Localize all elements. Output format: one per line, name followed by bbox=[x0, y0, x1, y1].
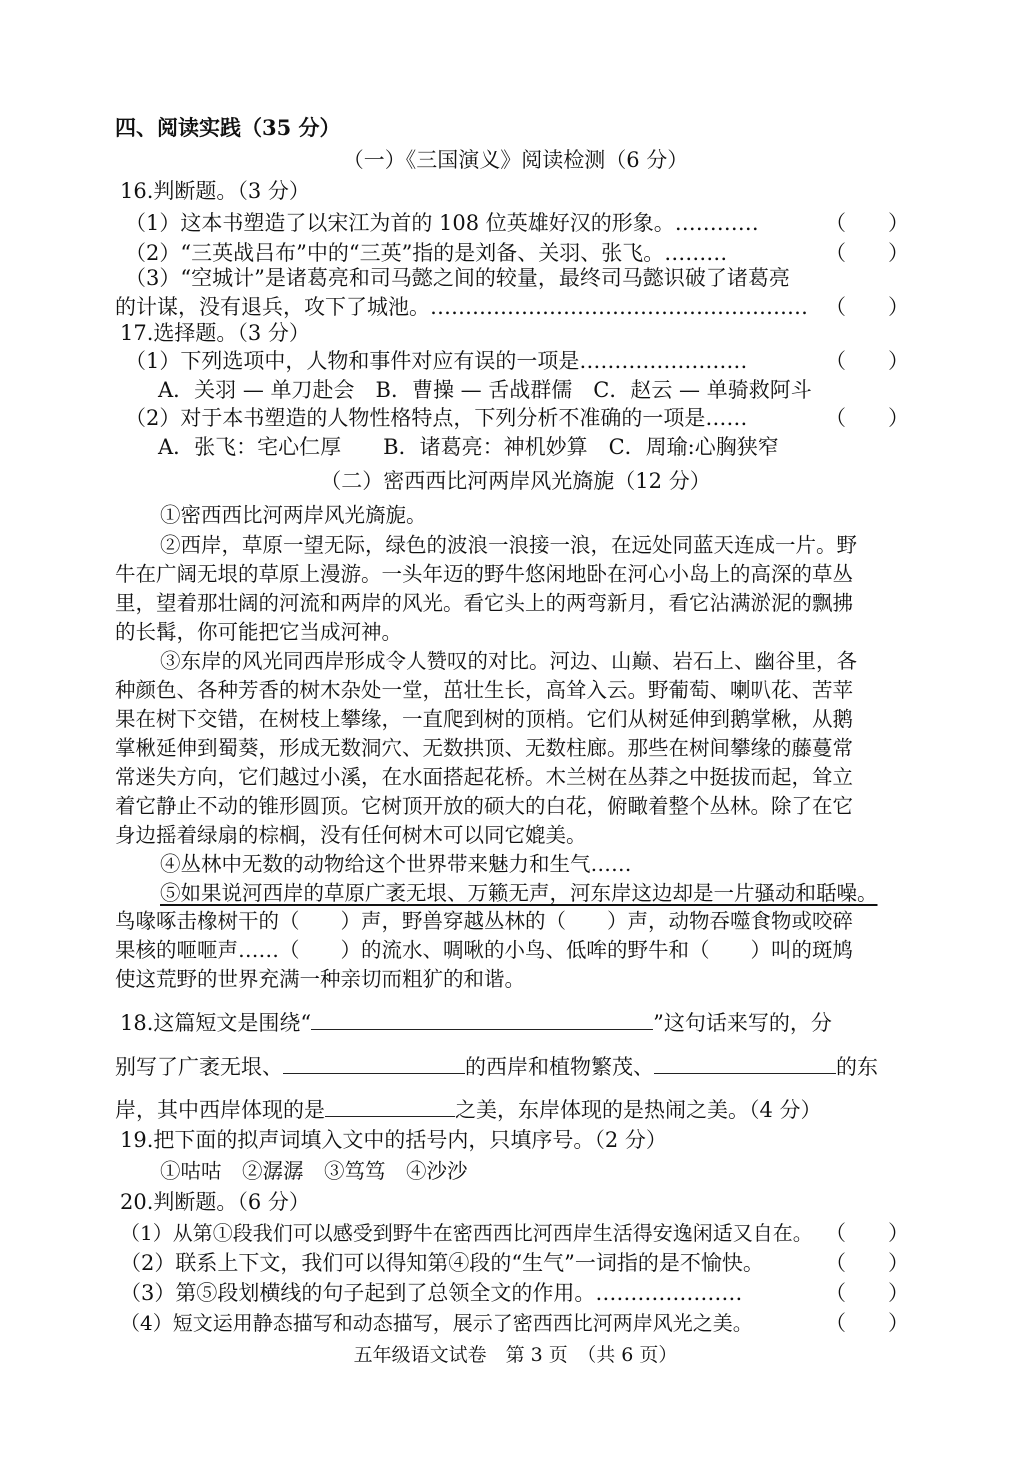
passage-p2-line: ②西岸，草原一望无际，绿色的波浪一浪接一浪，在远处同蓝天连成一片。野 bbox=[160, 533, 857, 557]
q19-title: 19.把下面的拟声词填入文中的括号内，只填序号。（2 分） bbox=[120, 1128, 667, 1152]
passage-p3-line: 掌楸延伸到蜀葵，形成无数洞穴、无数拱顶、无数柱廊。那些在树间攀缘的藤蔓常 bbox=[115, 736, 853, 760]
passage-p5-line: 鸟喙啄击橡树干的（ ）声，野兽穿越丛林的（ ）声，动物吞噬食物或咬碎 bbox=[115, 909, 853, 933]
q20-3-paren[interactable]: （ ） bbox=[825, 1281, 909, 1305]
q18-line2 bbox=[115, 1051, 878, 1082]
q20-4: （4）短文运用静态描写和动态描写，展示了密西西比河两岸风光之美。 bbox=[120, 1311, 753, 1335]
q18-line1 bbox=[120, 1007, 832, 1038]
passage-p3-line: 果在树下交错，在树枝上攀缘，一直爬到树的顶梢。它们从树延伸到鹅掌楸，从鹅 bbox=[115, 707, 853, 731]
q17-2-options: A．张飞：宅心仁厚 B．诸葛亮：神机妙算 C．周瑜:心胸狭窄 bbox=[158, 435, 779, 459]
passage-p5-line: 果核的咂咂声……（ ）的流水、啁啾的小鸟、低哞的野牛和（ ）叫的斑鸠 bbox=[115, 938, 853, 962]
passage-p3-line: 常迷失方向，它们越过小溪，在水面搭起花桥。木兰树在丛莽之中挺拔而起，耸立 bbox=[115, 765, 853, 789]
q18-line3-text: 岸，其中西岸体现的是 bbox=[115, 1098, 325, 1122]
q18-line2-text: 别写了广袤无垠、 bbox=[115, 1055, 283, 1079]
q16-3-paren[interactable]: （ ） bbox=[825, 295, 909, 319]
q18-blank-2[interactable] bbox=[283, 1051, 465, 1074]
q16-2-paren[interactable]: （ ） bbox=[825, 241, 909, 265]
q18-line2-text-end: 的东 bbox=[836, 1055, 878, 1079]
q20-2: （2）联系上下文，我们可以得知第④段的“生气”一词指的是不愉快。 bbox=[120, 1251, 764, 1275]
part1-title: （一）《三国演义》阅读检测（6 分） bbox=[342, 148, 689, 172]
passage-p3-line: 着它静止不动的锥形圆顶。它树顶开放的硕大的白花，俯瞰着整个丛林。除了在它 bbox=[115, 794, 853, 818]
q16-3a: （3）“空城计”是诸葛亮和司马懿之间的较量，最终司马懿识破了诸葛亮 bbox=[125, 266, 790, 290]
section-title: 四、阅读实践（35 分） bbox=[115, 115, 341, 140]
q17-title: 17.选择题。（3 分） bbox=[120, 321, 310, 345]
q18-line3-text-end: 之美，东岸体现的是热闹之美。（4 分） bbox=[455, 1098, 822, 1122]
q17-1-paren[interactable]: （ ） bbox=[825, 349, 909, 373]
q16-title: 16.判断题。（3 分） bbox=[120, 179, 310, 203]
passage-p2-line: 牛在广阔无垠的草原上漫游。一头年迈的野牛悠闲地卧在河心小岛上的高深的草丛 bbox=[115, 562, 853, 586]
q16-2: （2）“三英战吕布”中的“三英”指的是刘备、关羽、张飞。……… bbox=[125, 241, 728, 265]
q17-2-paren[interactable]: （ ） bbox=[825, 406, 909, 430]
q20-4-paren[interactable]: （ ） bbox=[825, 1311, 909, 1335]
q20-1: （1）从第①段我们可以感受到野牛在密西西比河西岸生活得安逸闲适又自在。 bbox=[120, 1221, 813, 1245]
passage-p3-line: ③东岸的风光同西岸形成令人赞叹的对比。河边、山巅、岩石上、幽谷里，各 bbox=[160, 649, 857, 673]
passage-p5-line: 使这荒野的世界充满一种亲切而粗犷的和谐。 bbox=[115, 967, 525, 991]
q16-1: （1）这本书塑造了以宋江为首的 108 位英雄好汉的形象。………… bbox=[125, 211, 759, 235]
q16-3b: 的计谋，没有退兵，攻下了城池。……………………………………………… bbox=[115, 295, 808, 319]
q17-2: （2）对于本书塑造的人物性格特点，下列分析不准确的一项是…… bbox=[125, 406, 748, 430]
q18-line1-text: 18.这篇短文是围绕“ bbox=[120, 1011, 312, 1035]
page-footer: 五年级语文试卷 第 3 页 （共 6 页） bbox=[353, 1344, 678, 1366]
part2-title: （二）密西西比河两岸风光旖旎（12 分） bbox=[320, 469, 711, 493]
q17-1-options: A．关羽 — 单刀赴会 B．曹操 — 舌战群儒 C．赵云 — 单骑救阿斗 bbox=[158, 378, 812, 402]
q20-1-paren[interactable]: （ ） bbox=[825, 1221, 909, 1245]
q17-1: （1）下列选项中，人物和事件对应有误的一项是…………………… bbox=[125, 349, 748, 373]
passage-p5-underlined: ⑤如果说河西岸的草原广袤无垠、万籁无声，河东岸这边却是一片骚动和聒噪。 bbox=[160, 881, 878, 905]
passage-p1: ①密西西比河两岸风光旖旎。 bbox=[160, 503, 427, 527]
q18-line2-text-mid: 的西岸和植物繁茂、 bbox=[465, 1055, 654, 1079]
q18-line3 bbox=[115, 1094, 822, 1125]
q18-blank-3[interactable] bbox=[654, 1051, 836, 1074]
q20-3: （3）第⑤段划横线的句子起到了总领全文的作用。………………… bbox=[120, 1281, 743, 1305]
passage-p3-line: 身边摇着绿扇的棕榈，没有任何树木可以同它媲美。 bbox=[115, 823, 587, 847]
passage-p3-line: 种颜色、各种芳香的树木杂处一堂，茁壮生长，高耸入云。野葡萄、喇叭花、苦苹 bbox=[115, 678, 853, 702]
passage-p2-line: 里，望着那壮阔的河流和两岸的风光。看它头上的两弯新月，看它沾满淤泥的飘拂 bbox=[115, 591, 853, 615]
q18-blank-1[interactable] bbox=[311, 1007, 653, 1030]
q16-1-paren[interactable]: （ ） bbox=[825, 211, 909, 235]
q18-line1-text-end: ”这句话来写的，分 bbox=[653, 1011, 832, 1035]
q20-title: 20.判断题。（6 分） bbox=[120, 1190, 310, 1214]
q20-2-paren[interactable]: （ ） bbox=[825, 1251, 909, 1275]
passage-p4: ④丛林中无数的动物给这个世界带来魅力和生气…… bbox=[160, 852, 632, 876]
passage-p2-line: 的长髯，你可能把它当成河神。 bbox=[115, 620, 402, 644]
q18-blank-4[interactable] bbox=[325, 1094, 455, 1117]
q19-options: ①咕咕 ②潺潺 ③笃笃 ④沙沙 bbox=[160, 1159, 468, 1183]
